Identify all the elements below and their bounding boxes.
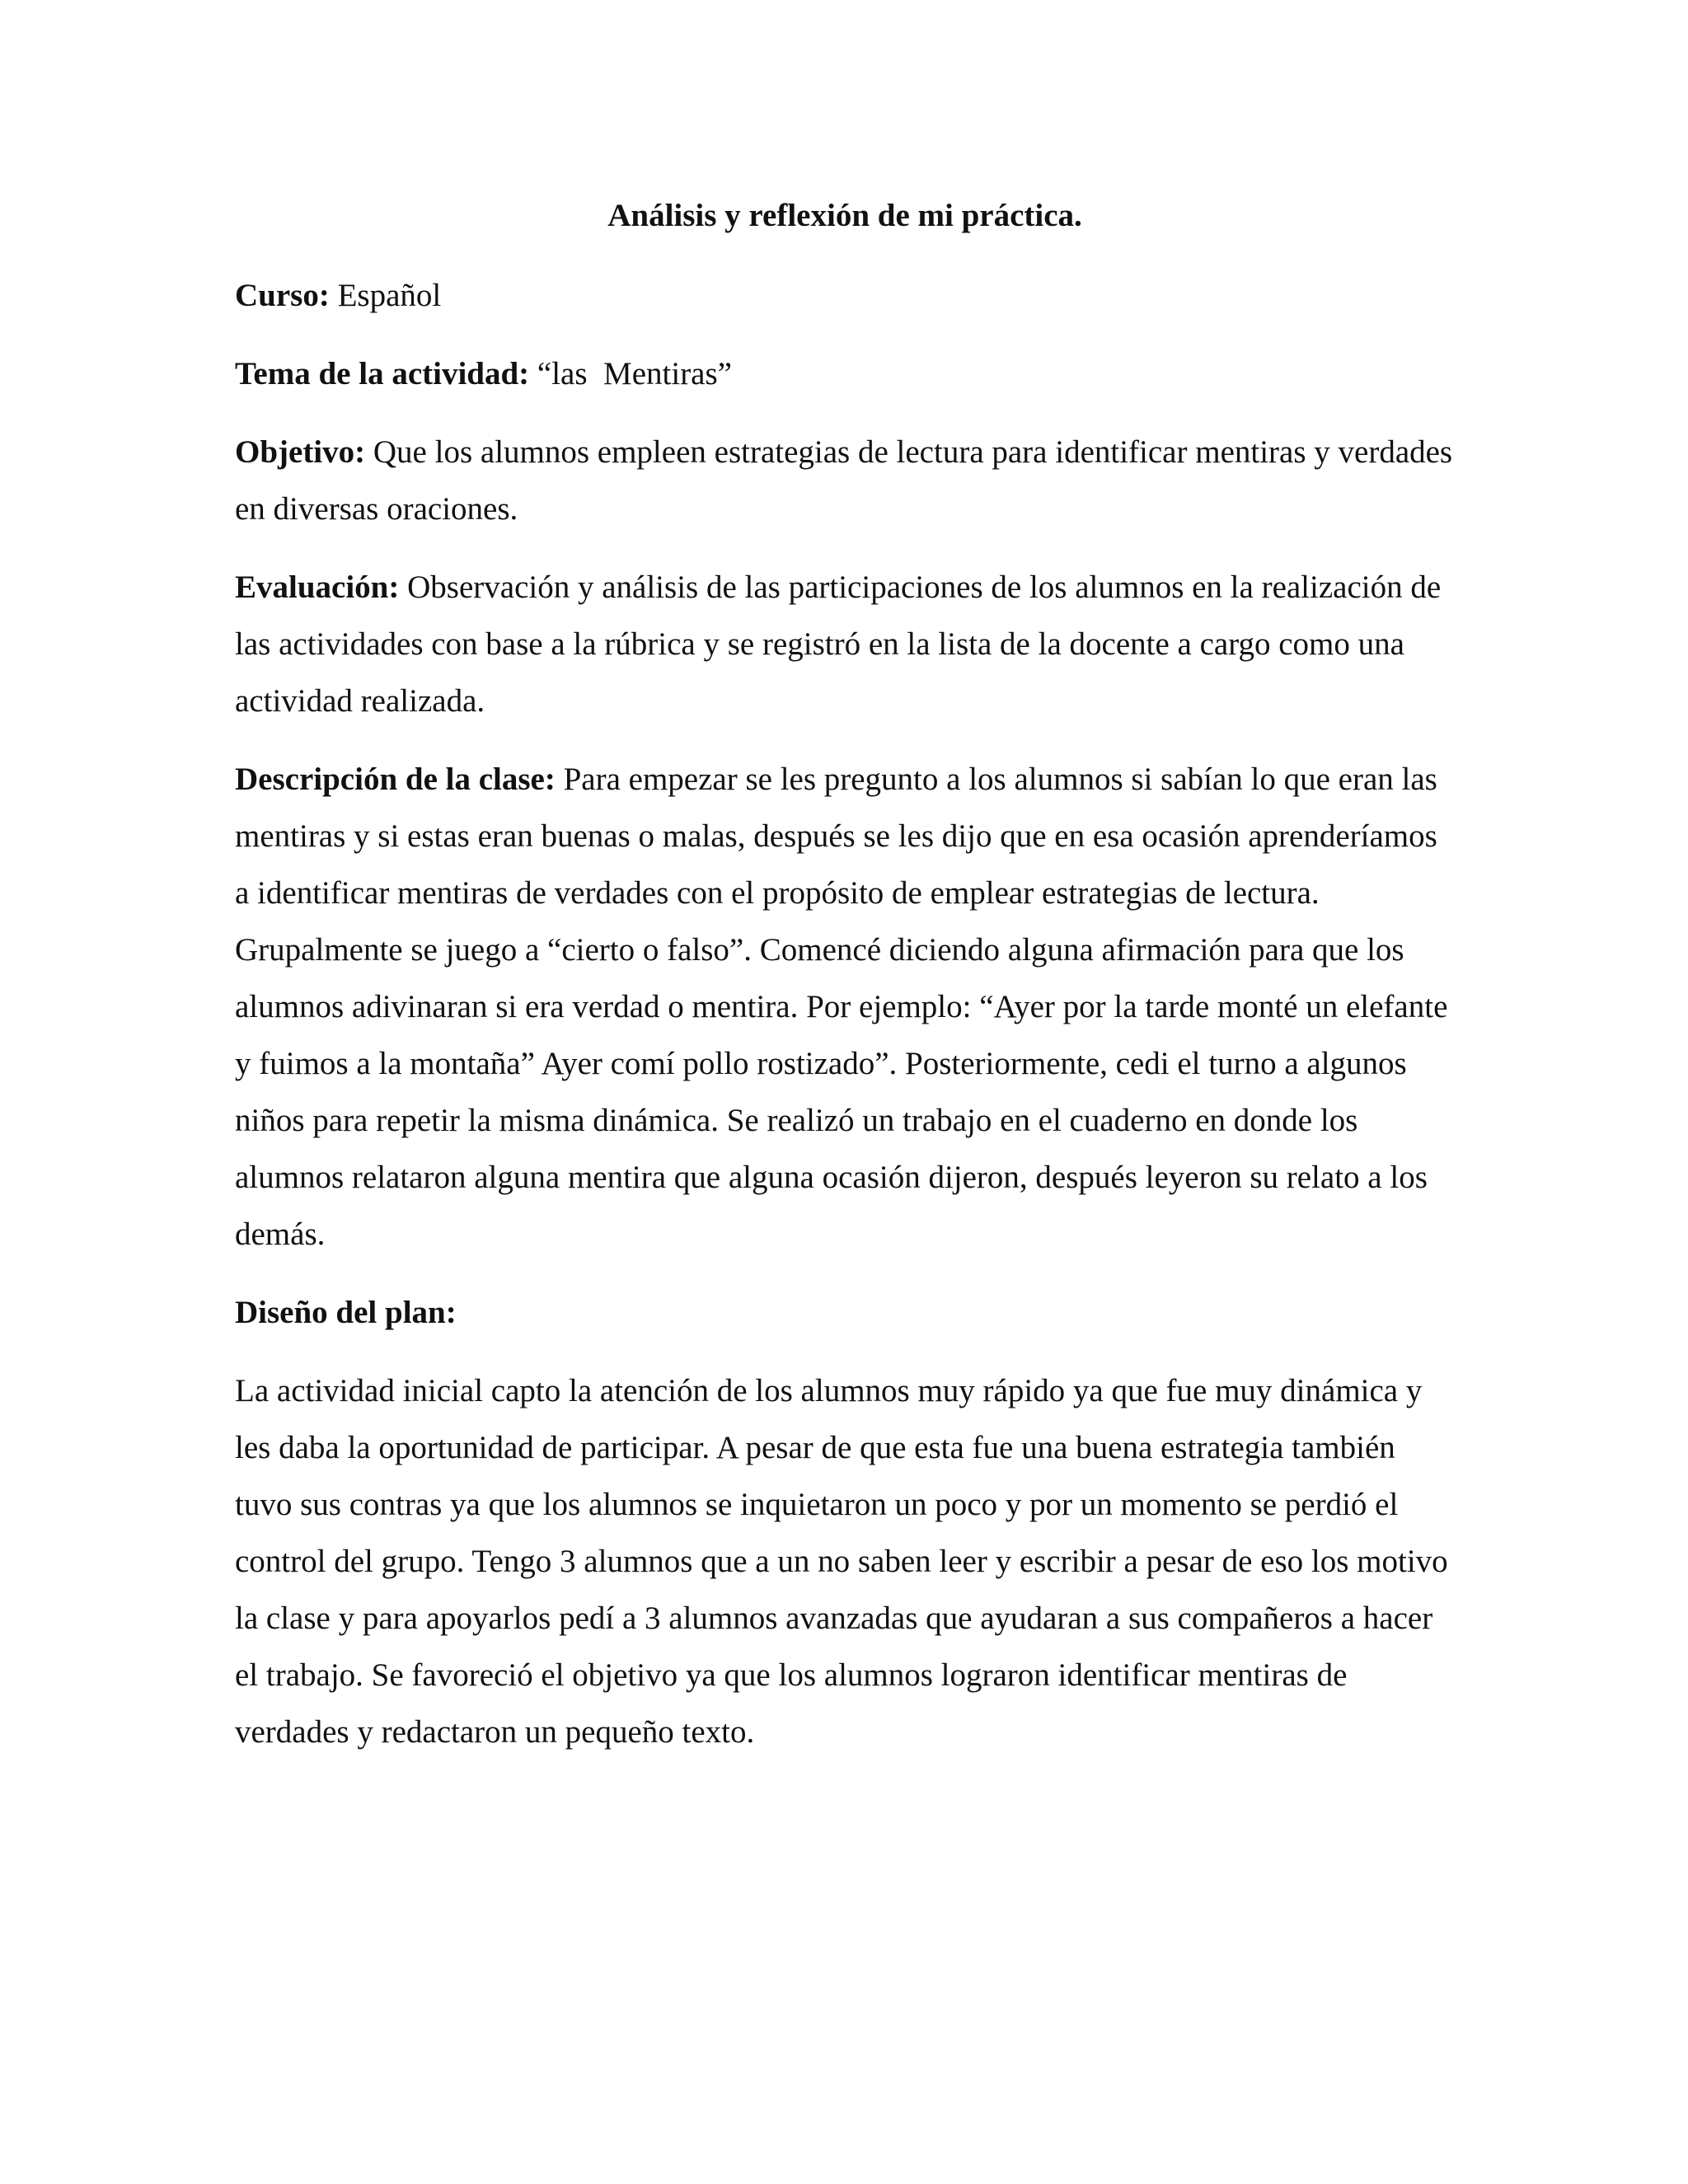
diseno-body: La actividad inicial capto la atención de los alumnos muy rápido ya que fue muy dinámica y les daba la oportunidad de participar. A pesar de que esta fue una buena estrategia también tuvo sus contras ya que los alumnos se inquietaron un poco y por un momento se perdió el control del grupo. Tengo 3 alumnos que a un no saben leer y escribir a pesar de eso los motivo la clase y para apoyarlos pedí a 3 alumnos avanzadas que ayudaran a sus compañeros a hacer el trabajo. Se favoreció el objetivo ya que los alumnos lograron identificar mentiras de verdades y redactaron un pequeño texto. [235,1373,1448,1750]
objetivo-value: Que los alumnos empleen estrategias de lectura para identificar mentiras y verdades en diversas oraciones. [235,434,1453,527]
diseno-heading: Diseño del plan: [235,1295,457,1330]
descripcion-value: Para empezar se les pregunto a los alumnos si sabían lo que eran las mentiras y si estas eran buenas o malas, después se les dijo que en esa ocasión aprenderíamos a identificar mentiras de verdades con el propósito de emplear estrategias de lectura. Grupalmente se juego a “cierto o falso”. Comencé diciendo alguna afirmación para que los alumnos adivinaran si era verdad o mentira. Por ejemplo: “Ayer por la tarde monté un elefante y fuimos a la montaña” Ayer comí pollo rostizado”. Posteriormente, cedi el turno a algunos niños para repetir la misma dinámica. Se realizó un trabajo en el cuaderno en donde los alumnos relataron alguna mentira que alguna ocasión dijeron, después leyeron su relato a los demás. [235,762,1448,1252]
tema-value: “las Mentiras” [529,356,732,391]
curso-value: Español [329,278,442,313]
objetivo-label: Objetivo: [235,434,366,470]
tema-paragraph [235,345,1455,402]
evaluacion-label: Evaluación: [235,569,400,605]
descripcion-paragraph [235,751,1455,1263]
objetivo-paragraph [235,424,1455,537]
evaluacion-value: Observación y análisis de las participaciones de los alumnos en la realización de las actividades con base a la rúbrica y se registró en la lista de la docente a cargo como una actividad realizada. [235,569,1442,719]
curso-paragraph [235,267,1455,324]
tema-label: Tema de la actividad: [235,356,530,391]
curso-label: Curso: [235,278,330,313]
evaluacion-paragraph [235,559,1455,729]
document-page [235,191,1455,1782]
descripcion-label: Descripción de la clase: [235,762,556,797]
document-title: Análisis y reflexión de mi práctica. [607,198,1082,233]
